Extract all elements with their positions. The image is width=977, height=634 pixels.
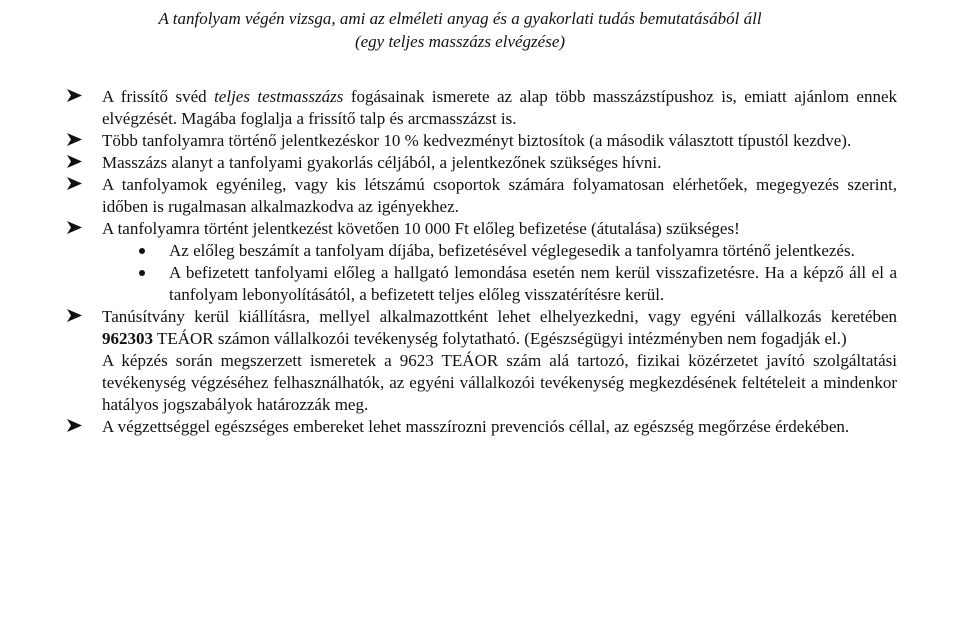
arrowhead-bullet-icon xyxy=(67,419,82,432)
list-item xyxy=(67,174,897,218)
list-item-text: Tanúsítvány kerül kiállításra, mellyel alkalmazottként lehet elhelyezkedni, vagy egyéni vállalkozás keretében 962303 TEÁOR számon vállalkozói tevékenység folytatható. (Egészségügyi intézményben nem fogadják el.) xyxy=(102,307,897,348)
list-item-text: A végzettséggel egészséges embereket lehet masszírozni prevenciós céllal, az egészség megőrzése érdekében. xyxy=(102,417,850,436)
list-item xyxy=(67,306,897,416)
list-item xyxy=(67,152,897,174)
teaor-code: 962303 xyxy=(102,329,153,348)
list-item-text: Masszázs alanyt a tanfolyami gyakorlás céljából, a jelentkezőnek szükséges hívni. xyxy=(102,153,662,172)
list-item-note: A képzés során megszerzett ismeretek a 9623 TEÁOR szám alá tartozó, fizikai közérzetet javító szolgáltatási tevékenység végzéséhez felhasználhatók, az egyéni vállalkozói tevékenység megkezdésének feltételeit a mindenkor hatályos jogszabályok határozzák meg. xyxy=(102,351,897,414)
sub-list-item xyxy=(67,240,897,262)
list-item-text: A tanfolyamok egyénileg, vagy kis létszámú csoportok számára folyamatosan elérhetőek, megegyezés szerint, időben is rugalmasan alkalmazkodva az igényekhez. xyxy=(102,175,897,216)
document-heading xyxy=(60,7,860,53)
arrowhead-bullet-icon xyxy=(67,309,82,322)
list-item-text: A tanfolyamra történt jelentkezést követően 10 000 Ft előleg befizetése (átutalása) szükséges! xyxy=(102,219,740,238)
arrowhead-bullet-icon xyxy=(67,221,82,234)
list-item-text: A frissítő svéd teljes testmasszázs fogásainak ismerete az alap több masszázstípushoz is, emiatt ajánlom ennek elvégzését. Magába foglalja a frissítő talp és arcmasszázst is. xyxy=(102,87,897,128)
sub-list-item-text: A befizetett tanfolyami előleg a hallgató lemondása esetén nem kerül visszafizetésre. Ha a képző áll el a tanfolyam lebonyolításától, a befizetett teljes előleg visszatérítésre kerül. xyxy=(169,263,897,304)
round-bullet-icon xyxy=(139,270,145,276)
emphasized-text: teljes testmasszázs xyxy=(214,87,344,106)
arrowhead-bullet-icon xyxy=(67,133,82,146)
bullet-list xyxy=(67,86,897,438)
sub-list-item xyxy=(67,262,897,306)
arrowhead-bullet-icon xyxy=(67,155,82,168)
list-item xyxy=(67,416,897,438)
heading-line-2: (egy teljes masszázs elvégzése) xyxy=(354,32,566,51)
round-bullet-icon xyxy=(139,248,145,254)
list-item xyxy=(67,130,897,152)
arrowhead-bullet-icon xyxy=(67,89,82,102)
heading-line-1: A tanfolyam végén vizsga, ami az elméleti anyag és a gyakorlati tudás bemutatásából áll xyxy=(158,9,762,28)
list-item-text: Több tanfolyamra történő jelentkezéskor 10 % kedvezményt biztosítok (a második választott típustól kezdve). xyxy=(102,131,852,150)
arrowhead-bullet-icon xyxy=(67,177,82,190)
sub-list-item-text: Az előleg beszámít a tanfolyam díjába, befizetésével véglegesedik a tanfolyamra történő jelentkezés. xyxy=(169,241,855,260)
list-item xyxy=(67,86,897,130)
sub-bullet-list xyxy=(67,240,897,306)
list-item xyxy=(67,218,897,240)
